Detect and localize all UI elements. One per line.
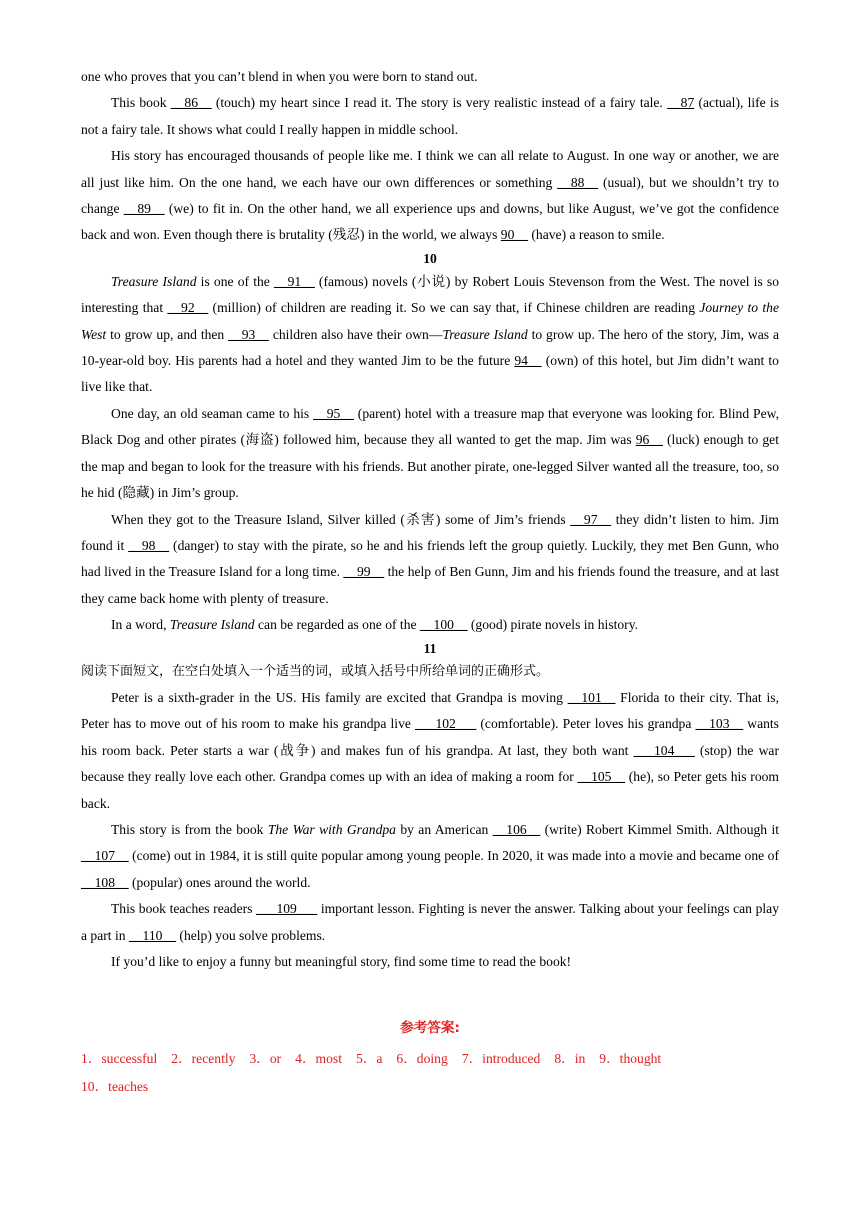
blank-107: __107__ [81, 848, 129, 864]
answer-item: 6．doing [396, 1051, 448, 1067]
document-page [81, 64, 779, 1101]
answer-item: 8．in [554, 1051, 586, 1067]
paragraph-91-94: Treasure Island is one of the __91__ (famous) novels (小说) by Robert Louis Stevenson from the West. The novel is so interesting that __92__ (million) of children are reading it. So we can say that, if Chinese children are reading Journey to the West to grow up, and then __93__ children also have their own—Treasure Island to grow up. The hero of the story, Jim, was a 10-year-old boy. His parents had a hotel and they wanted Jim to be the future 94__ (own) of this hotel, but Jim didn’t want to live like that. [81, 273, 779, 395]
blank-92: __92__ [167, 300, 209, 316]
answer-item: 3．or [249, 1051, 282, 1067]
blank-101: __101__ [567, 689, 616, 705]
blank-97: __97__ [570, 511, 612, 527]
blank-93: __93__ [228, 326, 269, 342]
blank-105: __105__ [577, 769, 626, 785]
blank-96: 96__ [635, 432, 663, 448]
blank-87: __87 [667, 95, 695, 111]
paragraph-closing: If you’d like to enjoy a funny but meaningful story, find some time to read the book! [111, 954, 572, 969]
paragraph-86-87: This book __86__ (touch) my heart since I read it. The story is very realistic instead of a fairy tale. __87 (actual), life is not a fairy tale. It shows what could I really happen in middle school. [81, 95, 780, 137]
blank-108: __108__ [81, 874, 129, 890]
paragraph-100: In a word, Treasure Island can be regarded as one of the __100__ (good) pirate novels in history. [111, 617, 639, 633]
blank-109: ___109___ [256, 901, 318, 917]
blank-88: __88__ [557, 174, 599, 190]
blank-89: __89__ [123, 201, 165, 217]
answer-item: 5．a [355, 1051, 383, 1067]
section-heading-11: 11 [423, 640, 437, 656]
answer-item: 4．most [295, 1051, 342, 1067]
instructions: 阅读下面短文，在空白处填入一个适当的词，或填入括号中所给单词的正确形式。 [81, 663, 550, 679]
blank-106: __106__ [492, 821, 541, 837]
blank-95: __95__ [313, 405, 354, 421]
blank-99: __99__ [343, 564, 385, 580]
blank-104: ___104___ [633, 742, 695, 758]
answers-list [81, 1045, 779, 1101]
answer-item: 7．introduced [461, 1051, 541, 1067]
paragraph-95-96: One day, an old seaman came to his __95__ (parent) hotel with a treasure map that everyone was looking for. Blind Pew, Black Dog and other pirates (海盗) followed him, because they all wanted to get the map. Jim was 96__ (luck) enough to get the map and began to look for the treasure with his friends. But another pirate, one-legged Silver wanted all the treasure, too, so he hid (隐藏) in Jim’s group. [81, 405, 779, 501]
answer-item: 1．successful [81, 1051, 158, 1067]
blank-94: 94__ [514, 353, 542, 369]
blank-86: __86__ [170, 95, 212, 111]
answer-item: 2．recently [171, 1051, 236, 1067]
blank-103: __103__ [695, 716, 744, 732]
paragraph-88-90: His story has encouraged thousands of people like me. I think we can all relate to August. In one way or another, we are all just like him. On the one hand, we each have our own differences or something __88__ (usual), but we shouldn’t try to change __89__ (we) to fit in. On the other hand, we all experience ups and downs, but like August, we’ve got the confidence back and won. Even though there is brutality (残忍) in the world, we always 90__ (have) a reason to smile. [81, 148, 779, 243]
paragraph-97-99: When they got to the Treasure Island, Silver killed (杀害) some of Jim’s friends __97__ they didn’t listen to him. Jim found it __98__ (danger) to stay with the pirate, so he and his friends left the group quietly. Luckily, they met Ben Gunn, who had lived in the Treasure Island for a long time. __99__ the help of Ben Gunn, Jim and his friends found the treasure, and at last they came back home with plenty of treasure. [81, 511, 779, 606]
blank-90: 90__ [500, 227, 528, 243]
answers-title: 参考答案: [400, 1020, 460, 1037]
paragraph-101-105: Peter is a sixth-grader in the US. His family are excited that Grandpa is moving __101__ Florida to their city. That is, Peter has to move out of his room to make his grandpa live ___102___ (comfortable). Peter loves his grandpa __103__ wants his room back. Peter starts a war (战争) and makes fun of his grandpa. At last, they both want ___104___ (stop) the war because they really love each other. Grandpa comes up with an idea of making a room for __105__ (he), so Peter gets his room back. [81, 689, 779, 811]
blank-100: __100__ [419, 617, 468, 633]
answer-item: 9．thought [599, 1051, 662, 1067]
answer-item: 10．teaches [81, 1079, 149, 1095]
blank-98: __98__ [128, 537, 170, 553]
blank-110: __110__ [128, 927, 177, 943]
blank-102: ___102___ [415, 716, 477, 732]
section-heading-10: 10 [423, 250, 437, 266]
paragraph-continuation: one who proves that you can’t blend in when you were born to stand out. [81, 69, 478, 84]
paragraph-106-108: This story is from the book The War with Grandpa by an American __106__ (write) Robert Kimmel Smith. Although it __107__ (come) out in 1984, it is still quite popular among young people. In 2020, it was made into a movie and became one of __108__ (popular) ones around the world. [81, 821, 780, 890]
paragraph-109-110: This book teaches readers ___109___ important lesson. Fighting is never the answer. Talking about your feelings can play a part in __110__ (help) you solve problems. [81, 901, 779, 943]
blank-91: __91__ [273, 273, 315, 289]
